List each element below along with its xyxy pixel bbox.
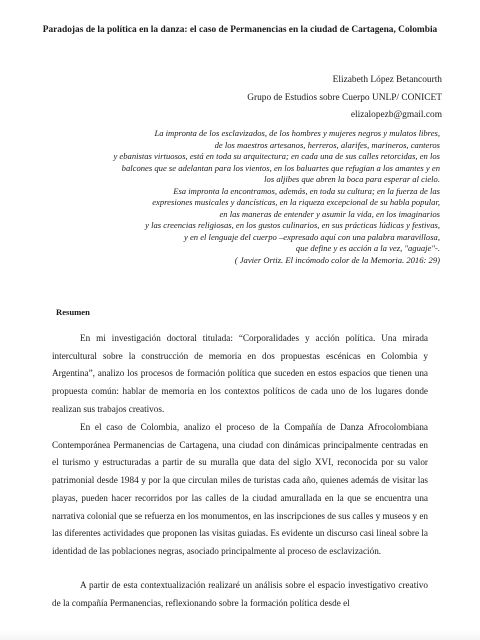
paper-title: Paradojas de la política en la danza: el caso de Permanencias en la ciudad de Cartagena, Colombia: [42, 25, 438, 35]
epigraph-line: expresiones musicales y dancísticas, en la riqueza excepcional de su habla popular,: [152, 197, 440, 207]
author-block: [142, 72, 442, 125]
abstract-paragraph: En el caso de Colombia, analizo el proceso de la Compañía de Danza Afrocolombiana Contemporánea Permanencias de Cartagena, una ciudad con dinámicas principalmente centradas en el turismo y estructuradas a partir de su muralla que data del siglo XVI, reconocida por su valor patrimonial desde 1984 y por la que circulan miles de turistas cada año, quienes además de visitar las playas, pueden hacer recorridos por las calles de la ciudad amurallada en la que se encuentra una narrativa colonial que se refuerza en los monumentos, en las inscripciones de sus calles y museos y en las diferentes actividades que proponen las visitas guiadas. Es evidente un discurso casi lineal sobre la identidad de las poblaciones negras, asociado principalmente al proceso de esclavización.: [52, 422, 428, 556]
epigraph-line: Esa impronta la encontramos, además, en toda su cultura; en la fuerza de las: [173, 185, 440, 196]
epigraph-line: los aljibes que abren la boca para esperar al cielo.: [264, 174, 440, 184]
epigraph-line: y ebanistas virtuosos, está en toda su arquitectura; en cada una de sus calles retorcidas, en los: [113, 151, 440, 161]
epigraph-line: La impronta de los esclavizados, de los hombres y mujeres negros y mulatos libres,: [154, 128, 440, 138]
page-bottom-edge: [0, 630, 480, 640]
epigraph-line: y las creencias religiosas, en los gustos culinarios, en sus prácticas lúdicas y festivas,: [145, 220, 440, 230]
epigraph: [20, 128, 440, 266]
abstract-paragraph: A partir de esta contextualización realizaré un análisis sobre el espacio investigativo creativo de la compañía Permanencias, reflexionando sobre la formación política desde el: [52, 580, 428, 608]
abstract-heading: Resumen: [56, 307, 90, 317]
epigraph-line: en las maneras de entender y asumir la vida, en los imaginarios: [219, 208, 440, 219]
epigraph-line: balcones que se adelantan para los vientos, en los baluartes que refugian a los amantes y en: [121, 162, 440, 173]
author-name: Elizabeth López Betancourth: [332, 75, 442, 85]
epigraph-line: de los maestros artesanos, herreros, alarifes, marineros, canteros: [214, 139, 440, 150]
abstract-paragraph: En mi investigación doctoral titulada: “Corporalidades y acción política. Una mirada intercultural sobre la construcción de memoria en dos propuestas escénicas en Colombia y Argentina”, analizo los procesos de formación política que suceden en estos espacios que tienen una propuesta común: hablar de memoria en los contextos políticos de cada uno de los lugares donde realizan sus trabajos creativos.: [52, 333, 428, 414]
author-email: elizalopezb@gmail.com: [350, 110, 442, 120]
author-affiliation: Grupo de Estudios sobre Cuerpo UNLP/ CONICET: [247, 92, 442, 103]
epigraph-line: que define y es acción a la vez, "aguaje"-.: [295, 243, 440, 253]
epigraph-line: y en el lenguaje del cuerpo –expresado aquí con una palabra maravillosa,: [183, 231, 440, 242]
epigraph-citation: ( Javier Ortiz. El incómodo color de la Memoria. 2016: 29): [234, 254, 440, 265]
